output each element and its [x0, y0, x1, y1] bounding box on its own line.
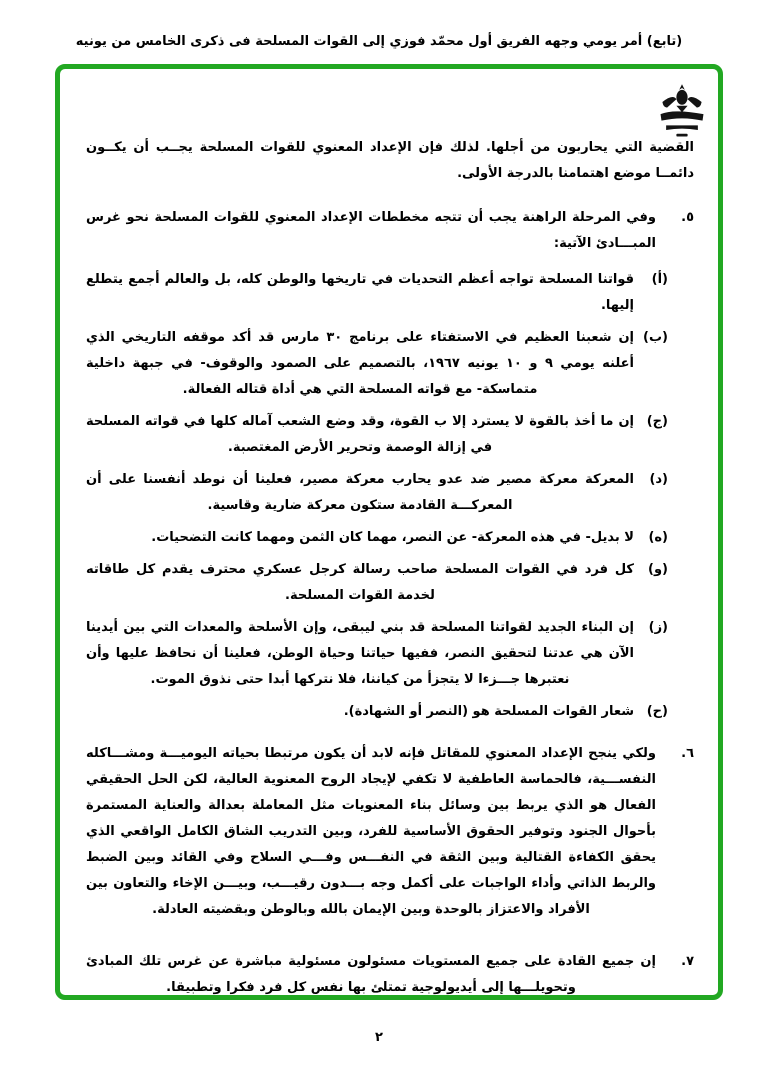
- principle-item-d: [86, 467, 668, 519]
- principle-item-h: [86, 699, 668, 725]
- order-border-box: [55, 64, 723, 1000]
- principle-a-label: (أ): [651, 272, 668, 287]
- item-6-number: ٦.: [681, 746, 694, 761]
- order-item-7: [86, 949, 694, 1001]
- page-header: (تابع) أمر يومي وجهه الفريق أول محمّد فوزي إلى القوات المسلحة فى ذكرى الخامس من يونيه: [75, 34, 683, 49]
- principle-item-a: [86, 267, 668, 319]
- principle-item-c: [86, 409, 668, 461]
- principle-e-text: لا بديل- في هذه المعركة- عن النصر، مهما كان الثمن ومهما كانت التضحيات.: [151, 530, 634, 545]
- order-item-6: [86, 741, 694, 923]
- principle-g-text: إن البناء الجديد لقواتنا المسلحة قد بني ليبقى، وإن الأسلحة والمعدات التي بين أيدينا الآن هي عدتنا لتحقيق النصر، ففيها حياتنا وحياة الوطن، فعلينا أن نحافظ عليها وأن نعتبرها جـــزءا لا يتجزأ من كياننا، فلا نتركها أبدا حتى نذوق الموت.: [86, 620, 634, 687]
- principle-b-label: (ب): [643, 330, 668, 345]
- item-7-text: إن جميع القادة على جميع المستويات مسئولون مسئولية مباشرة عن غرس تلك المبادئ وتحويلـــها إلى أيديولوجية تمتلئ بها نفس كل فرد فكرا وتطبيقا.: [86, 954, 656, 995]
- principles-list: [86, 267, 668, 725]
- principle-item-f: [86, 557, 668, 609]
- principle-d-text: المعركة معركة مصير ضد عدو يحارب معركة مصير، فعلينا أن نوطد أنفسنا على أن المعركـــة القادمة ستكون معركة ضارية وقاسية.: [86, 472, 634, 513]
- page-number: ٢: [375, 1030, 383, 1045]
- principle-c-text: إن ما أخذ بالقوة لا يسترد إلا ب القوة، وقد وضع الشعب آماله كلها في قواته المسلحة في إزالة الوصمة وتحرير الأرض المغتصبة.: [86, 414, 634, 455]
- intro-paragraph: القضية التي يحاربون من أجلها. لذلك فإن الإعداد المعنوي للقوات المسلحة يجــب أن يكــون دائمــا موضع اهتمامنا بالدرجة الأولى.: [86, 140, 694, 181]
- principle-f-text: كل فرد في القوات المسلحة صاحب رسالة كرجل عسكري محترف يقدم كل طاقاته لخدمة القوات المسلحة.: [86, 562, 634, 603]
- item-7-number: ٧.: [681, 954, 694, 969]
- principle-a-text: قواتنا المسلحة تواجه أعظم التحديات في تاريخها والوطن كله، بل والعالم أجمع يتطلع إليها.: [86, 272, 634, 313]
- principle-h-text: شعار القوات المسلحة هو (النصر أو الشهادة).: [343, 704, 634, 719]
- item-5-text: وفي المرحلة الراهنة يجب أن تتجه مخططات الإعداد المعنوي للقوات المسلحة نحو غرس المبـــادئ الآتية:: [86, 210, 656, 251]
- principle-item-e: [86, 525, 668, 551]
- principle-b-text: إن شعبنا العظيم في الاستفتاء على برنامج ٣٠ مارس قد أكد موقفه التاريخي الذي أعلنه يومي ٩ و ١٠ يونيه ١٩٦٧، بالتصميم على الصمود والوقوف- في جبهة داخلية متماسكة- مع قواته المسلحة التي هي أداة قتاله الفعالة.: [86, 330, 635, 397]
- principle-item-g: [86, 615, 668, 693]
- principle-item-b: [86, 325, 668, 403]
- principle-g-label: (ز): [648, 620, 668, 635]
- principle-d-label: (د): [649, 472, 668, 487]
- order-item-5: [86, 205, 694, 257]
- principle-f-label: (و): [648, 562, 668, 577]
- order-content: [86, 135, 694, 1001]
- item-6-text: ولكي ينجح الإعداد المعنوي للمقاتل فإنه لابد أن يكون مرتبطا بحياته اليوميـــة ومشـــاكله النفســـية، فالحماسة العاطفية لا تكفي لإيجاد الروح المعنوية العالية، لكن الحل الحقيقي الفعال هو الذي يربط بين وسائل بناء المعنويات مثل المعاملة بعدالة والعناية المستمرة بأحوال الجنود وتوفير الحقوق الأساسية للفرد، وبين التدريب الشاق الكامل الواقعي الذي يحقق الكفاءة القتالية وبين الثقة في النفـــس وفـــي السلاح وفي القائد وبين الضبط والربط الذاتي وأداء الواجبات على أكمل وجه بـــدون رقيـــب، وبيـــن الإخاء والتعاون بين الأفراد والاعتزاز بالوحدة وبين الإيمان بالله وبالوطن وبقضيته العادلة.: [86, 746, 656, 917]
- item-5-number: ٥.: [681, 210, 694, 225]
- principle-h-label: (ح): [646, 704, 668, 719]
- principle-c-label: (ج): [646, 414, 668, 429]
- principle-e-label: (ه): [648, 530, 668, 545]
